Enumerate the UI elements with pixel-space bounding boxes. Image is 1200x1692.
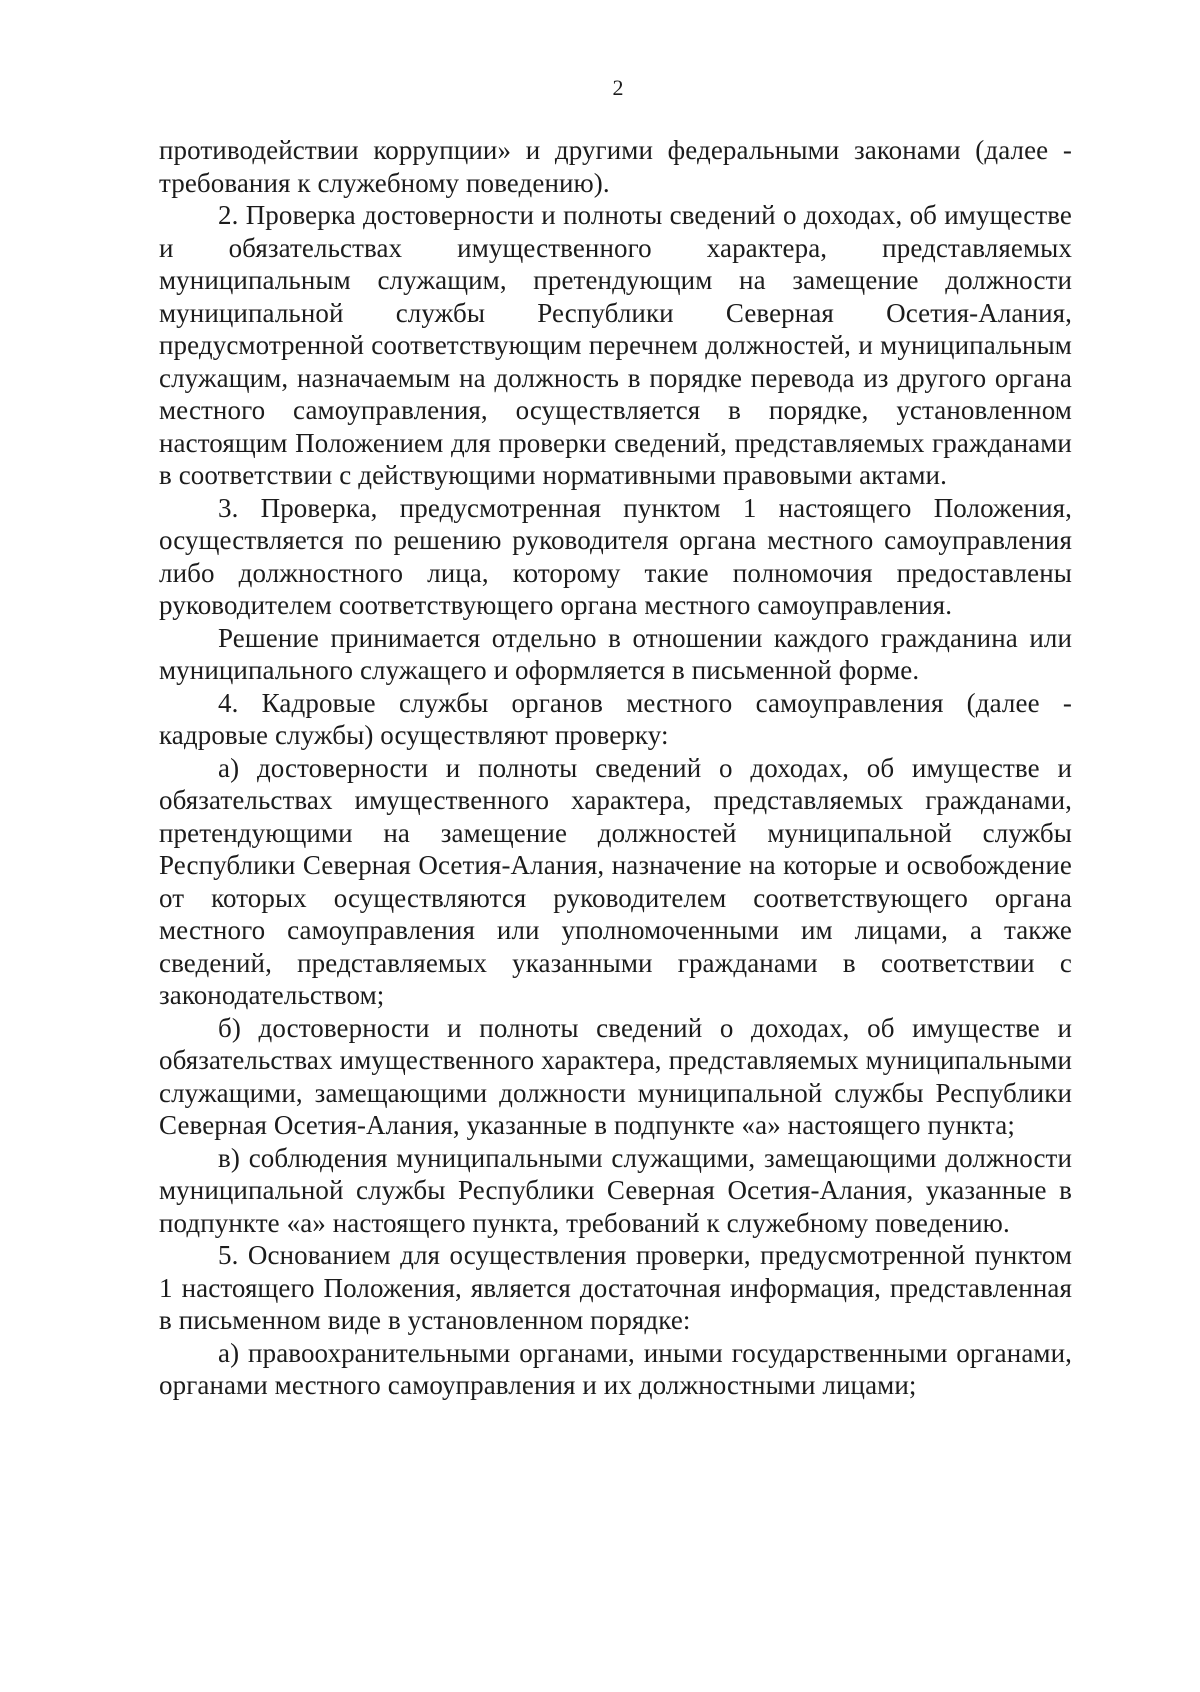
paragraph-clause-4a: а) достоверности и полноты сведений о доходах, об имуществе и обязательствах имущественного характера, представляемых гражданами, претендующими на замещение должностей муниципальной службы Республики Северная Осетия-Алания, назначение на которые и освобождение от которых осуществляются руководителем соответствующего органа местного самоуправления или уполномоченными им лицами, а также сведений, представляемых указанными гражданами в соответствии с законодательством; [159,752,1072,1010]
paragraph-clause-5a: а) правоохранительными органами, иными государственными органами, органами местного самоуправления и их должностными лицами; [159,1337,1072,1400]
paragraph-intro-continuation: противодействии коррупции» и другими федеральными законами (далее - требования к служебному поведению). [159,135,1072,198]
document-body [159,134,1072,1402]
paragraph-decision: Решение принимается отдельно в отношении каждого гражданина или муниципального служащего и оформляется в письменной форме. [159,622,1072,685]
paragraph-clause-4v: в) соблюдения муниципальными служащими, замещающими должности муниципальной службы Республики Северная Осетия-Алания, указанные в подпункте «а» настоящего пункта, требований к служебному поведению. [159,1142,1072,1238]
paragraph-clause-2: 2. Проверка достоверности и полноты сведений о доходах, об имуществе и обязательствах имущественного характера, представляемых муниципальным служащим, претендующим на замещение должности муниципальной службы Республики Северная Осетия-Алания, предусмотренной соответствующим перечнем должностей, и муниципальным служащим, назначаемым на должность в порядке перевода из другого органа местного самоуправления, осуществляется в порядке, установленном настоящим Положением для проверки сведений, представляемых гражданами в соответствии с действующими нормативными правовыми актами. [159,200,1072,490]
paragraph-clause-4b: б) достоверности и полноты сведений о доходах, об имуществе и обязательствах имущественного характера, представляемых муниципальными служащими, замещающими должности муниципальной службы Республики Северная Осетия-Алания, указанные в подпункте «а» настоящего пункта; [159,1012,1072,1140]
paragraph-clause-3: 3. Проверка, предусмотренная пунктом 1 настоящего Положения, осуществляется по решению руководителя органа местного самоуправления либо должностного лица, которому такие полномочия предоставлены руководителем соответствующего органа местного самоуправления. [159,492,1072,620]
paragraph-clause-4: 4. Кадровые службы органов местного самоуправления (далее - кадровые службы) осуществляют проверку: [159,687,1072,750]
page-number: 2 [612,75,624,100]
paragraph-clause-5: 5. Основанием для осуществления проверки, предусмотренной пунктом 1 настоящего Положения, является достаточная информация, представленная в письменном виде в установленном порядке: [159,1240,1072,1335]
